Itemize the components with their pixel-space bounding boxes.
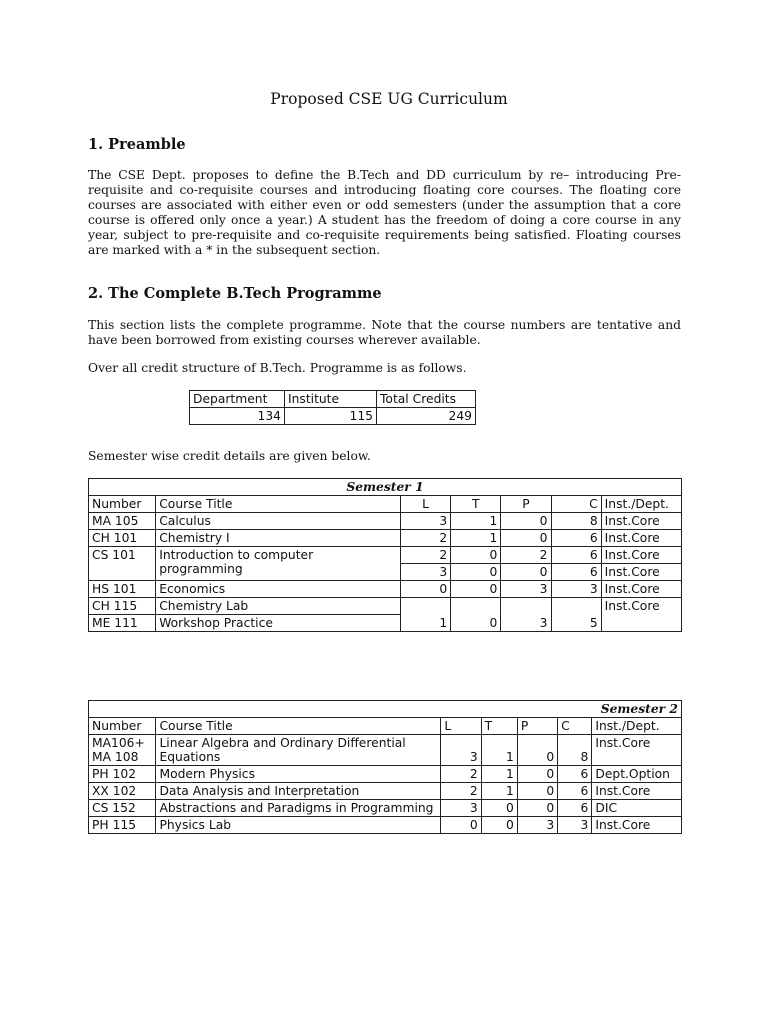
table-cell: 2 <box>441 783 481 800</box>
table-cell: 0 <box>481 817 517 834</box>
table-cell: Inst.Core <box>601 581 681 598</box>
table-cell: Abstractions and Paradigms in Programming <box>156 800 441 817</box>
table-cell: 6 <box>551 564 601 581</box>
table-row <box>89 496 682 513</box>
table-cell: 8 <box>558 735 592 766</box>
table-cell: Chemistry I <box>156 530 401 547</box>
table-cell: 1 <box>481 766 517 783</box>
table-cell: 6 <box>558 783 592 800</box>
table-cell: 1 <box>481 735 517 766</box>
table-cell: 115 <box>285 408 377 425</box>
preamble-paragraph <box>88 168 681 258</box>
table-cell: 1 <box>451 513 501 530</box>
table-cell: 1 <box>451 530 501 547</box>
table-cell: 6 <box>558 766 592 783</box>
table-cell: 0 <box>451 547 501 564</box>
programme-text: This section lists the complete programme. Note that the course numbers are tentative and have been borrowed from existing courses wherever available. <box>88 318 681 347</box>
programme-paragraph <box>88 318 681 348</box>
table-cell: 2 <box>501 547 551 564</box>
table-header-cell: C <box>558 718 592 735</box>
table-cell: Modern Physics <box>156 766 441 783</box>
table-cell: Economics <box>156 581 401 598</box>
table-cell: 2 <box>401 530 451 547</box>
table-header-cell: Inst./Dept. <box>601 496 681 513</box>
table-cell: PH 115 <box>89 817 156 834</box>
table-row <box>89 766 682 783</box>
table-cell: 0 <box>517 800 557 817</box>
table-cell: CH 101 <box>89 530 156 547</box>
programme-heading: 2. The Complete B.Tech Programme <box>88 285 382 302</box>
semester2-table <box>88 700 682 834</box>
table-cell: 0 <box>517 783 557 800</box>
table-cell: 0 <box>517 766 557 783</box>
table-cell: Inst.Core <box>592 735 682 766</box>
table-header-cell: C <box>551 496 601 513</box>
table-header-cell: L <box>441 718 481 735</box>
table-cell: 3 <box>441 800 481 817</box>
table-row <box>89 598 682 615</box>
table-cell: 3 <box>501 598 551 632</box>
table-cell: 6 <box>551 530 601 547</box>
table-row <box>190 391 476 408</box>
table-cell: HS 101 <box>89 581 156 598</box>
table-cell: 0 <box>441 817 481 834</box>
table-cell: 0 <box>451 598 501 632</box>
table-cell: 0 <box>517 735 557 766</box>
table-cell: 0 <box>501 513 551 530</box>
semester2-caption: Semester 2 <box>89 701 682 718</box>
table-cell: Inst.Core <box>601 598 681 632</box>
table-cell: PH 102 <box>89 766 156 783</box>
table-cell: Chemistry Lab <box>156 598 401 615</box>
table-cell: 134 <box>190 408 285 425</box>
table-cell: Physics Lab <box>156 817 441 834</box>
table-cell: 6 <box>558 800 592 817</box>
table-cell: XX 102 <box>89 783 156 800</box>
semester-credit-line: Semester wise credit details are given below. <box>88 449 371 463</box>
table-header-cell: Course Title <box>156 496 401 513</box>
table-header-cell: Course Title <box>156 718 441 735</box>
overall-credit-line: Over all credit structure of B.Tech. Programme is as follows. <box>88 361 467 375</box>
table-row <box>89 800 682 817</box>
table-row <box>89 817 682 834</box>
table-cell: CS 152 <box>89 800 156 817</box>
table-cell: MA 105 <box>89 513 156 530</box>
table-header-cell: Total Credits <box>377 391 476 408</box>
table-cell: Inst.Core <box>601 547 681 564</box>
table-cell: 3 <box>441 735 481 766</box>
table-row <box>89 718 682 735</box>
semester1-table <box>88 478 682 632</box>
table-header-cell: L <box>401 496 451 513</box>
table-cell: 3 <box>517 817 557 834</box>
table-header-cell: Institute <box>285 391 377 408</box>
table-cell: 3 <box>401 564 451 581</box>
table-cell: Inst.Core <box>601 564 681 581</box>
table-cell: 3 <box>501 581 551 598</box>
table-cell: Inst.Core <box>601 513 681 530</box>
table-header-cell: Inst./Dept. <box>592 718 682 735</box>
table-header-cell: P <box>517 718 557 735</box>
table-cell: 2 <box>441 766 481 783</box>
table-row <box>89 701 682 718</box>
table-cell: Inst.Core <box>592 783 682 800</box>
credit-structure-table <box>189 390 476 425</box>
table-row <box>89 547 682 564</box>
table-header-cell: Number <box>89 718 156 735</box>
table-cell: 0 <box>481 800 517 817</box>
table-row <box>89 581 682 598</box>
table-cell: 5 <box>551 598 601 632</box>
table-cell: Dept.Option <box>592 766 682 783</box>
table-cell: 8 <box>551 513 601 530</box>
table-row <box>89 783 682 800</box>
table-cell: 249 <box>377 408 476 425</box>
table-cell: Inst.Core <box>592 817 682 834</box>
table-row <box>89 479 682 496</box>
table-cell: 0 <box>451 581 501 598</box>
table-cell: Linear Algebra and Ordinary Differential Equations <box>156 735 441 766</box>
table-row <box>89 513 682 530</box>
table-cell: DIC <box>592 800 682 817</box>
table-row <box>89 735 682 766</box>
table-cell: 0 <box>501 564 551 581</box>
table-cell: 3 <box>551 581 601 598</box>
table-cell: 2 <box>401 547 451 564</box>
table-cell: 3 <box>401 513 451 530</box>
table-row <box>89 530 682 547</box>
table-cell: 6 <box>551 547 601 564</box>
table-cell: Introduction to computer programming <box>156 547 401 581</box>
preamble-heading: 1. Preamble <box>88 136 186 153</box>
table-cell: MA106+ MA 108 <box>89 735 156 766</box>
table-cell: Calculus <box>156 513 401 530</box>
semester1-caption: Semester 1 <box>89 479 682 496</box>
table-header-cell: Number <box>89 496 156 513</box>
table-header-cell: T <box>481 718 517 735</box>
table-header-cell: T <box>451 496 501 513</box>
table-cell: CS 101 <box>89 547 156 581</box>
table-cell: 1 <box>481 783 517 800</box>
table-cell: ME 111 <box>89 615 156 632</box>
table-row <box>190 408 476 425</box>
table-cell: 0 <box>451 564 501 581</box>
table-cell: 1 <box>401 598 451 632</box>
table-cell: 0 <box>401 581 451 598</box>
table-cell: 3 <box>558 817 592 834</box>
table-cell: CH 115 <box>89 598 156 615</box>
table-cell: 0 <box>501 530 551 547</box>
table-header-cell: P <box>501 496 551 513</box>
page-title: Proposed CSE UG Curriculum <box>270 90 508 108</box>
preamble-text: The CSE Dept. proposes to define the B.Tech and DD curriculum by re– introducing Pre-requisite and co-requisite courses and introducing floating core courses. The floating core courses are associated with either even or odd semesters (under the assumption that a core course is offered only once a year.) A student has the freedom of doing a core course in any year, subject to pre-requisite and co-requisite requirements being satisfied. Floating courses are marked with a * in the subsequent section. <box>88 168 681 257</box>
table-cell: Workshop Practice <box>156 615 401 632</box>
table-cell: Inst.Core <box>601 530 681 547</box>
table-cell: Data Analysis and Interpretation <box>156 783 441 800</box>
table-header-cell: Department <box>190 391 285 408</box>
